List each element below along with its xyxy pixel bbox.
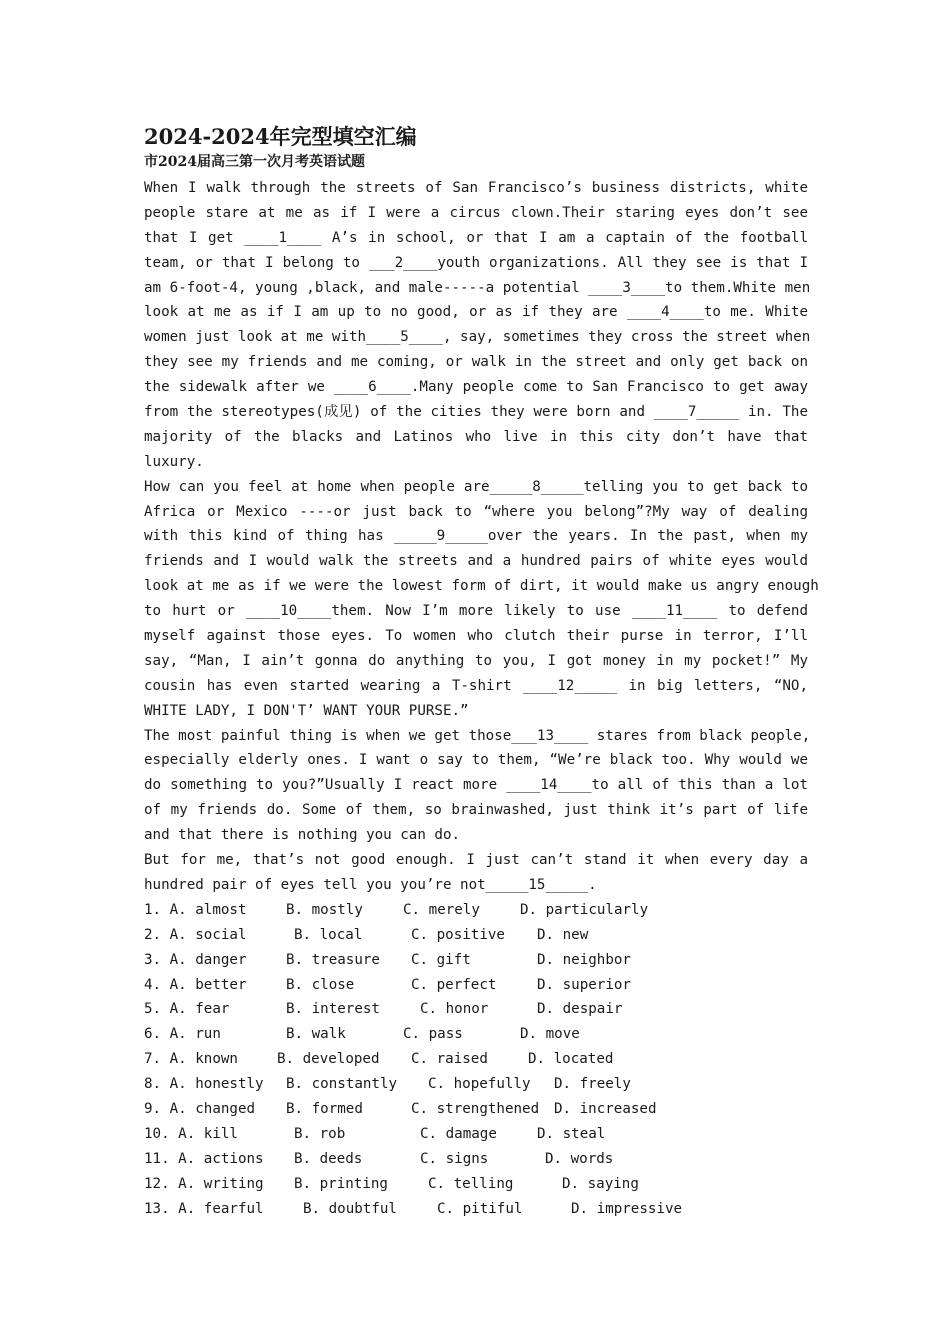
- text-line: luxury.: [144, 453, 204, 470]
- option-c: C. telling: [428, 1175, 514, 1192]
- text-line: that I get ____1____ A’s in school, or that I am a captain of the football: [144, 229, 808, 246]
- option-d: D. freely: [554, 1076, 631, 1093]
- question-number-option-a: 12. A. writing: [144, 1175, 264, 1192]
- text-line: myself against those eyes. To women who clutch their purse in terror, I’ll: [144, 628, 808, 645]
- answer-options: [144, 898, 808, 1222]
- text-line: they see my friends and me coming, or walk in the street and only get back on: [144, 354, 808, 371]
- option-b: B. printing: [294, 1175, 388, 1192]
- text-line: WHITE LADY, I DON'T’ WANT YOUR PURSE.”: [144, 702, 469, 719]
- text-line: am 6-foot-4, young ,black, and male-----a potential ____3____to them.White men: [144, 279, 811, 296]
- text-line: look at me as if we were the lowest form of dirt, it would make us angry enough: [144, 578, 819, 595]
- option-b: B. local: [294, 926, 363, 943]
- option-b: B. doubtful: [303, 1200, 397, 1217]
- question-number-option-a: 5. A. fear: [144, 1001, 230, 1018]
- question-row: [144, 1097, 808, 1122]
- question-number-option-a: 3. A. danger: [144, 951, 247, 968]
- question-number-option-a: 7. A. known: [144, 1051, 238, 1068]
- option-c: C. signs: [420, 1150, 489, 1167]
- text-line: But for me, that’s not good enough. I just can’t stand it when every day a: [144, 852, 808, 869]
- question-row: [144, 1172, 808, 1197]
- question-number-option-a: 1. A. almost: [144, 901, 247, 918]
- text-line: majority of the blacks and Latinos who live in this city don’t have that: [144, 428, 808, 445]
- option-d: D. saying: [562, 1175, 639, 1192]
- option-c: C. pitiful: [437, 1200, 523, 1217]
- option-d: D. steal: [537, 1125, 606, 1142]
- page-title: 2024-2024年完型填空汇编: [144, 124, 417, 149]
- option-d: D. new: [537, 926, 589, 943]
- question-row: [144, 1047, 808, 1072]
- option-b: B. mostly: [286, 901, 363, 918]
- text-line: say, “Man, I ain’t gonna do anything to you, I got money in my pocket!” My: [144, 652, 808, 669]
- question-row: [144, 948, 808, 973]
- option-b: B. treasure: [286, 951, 380, 968]
- text-line: from the stereotypes(成见) of the cities they were born and ____7_____ in. The: [144, 404, 808, 421]
- option-d: D. increased: [554, 1100, 657, 1117]
- question-number-option-a: 8. A. honestly: [144, 1076, 264, 1093]
- option-d: D. impressive: [571, 1200, 683, 1217]
- option-b: B. interest: [286, 1001, 380, 1018]
- option-b: B. walk: [286, 1026, 346, 1043]
- text-line: How can you feel at home when people are_____8_____telling you to get back to: [144, 478, 808, 495]
- option-b: B. formed: [286, 1100, 363, 1117]
- option-b: B. constantly: [286, 1076, 398, 1093]
- paragraph: [144, 724, 811, 848]
- text-line: team, or that I belong to ___2____youth organizations. All they see is that I: [144, 254, 808, 271]
- question-number-option-a: 10. A. kill: [144, 1125, 238, 1142]
- option-b: B. developed: [277, 1051, 380, 1068]
- option-c: C. pass: [403, 1026, 463, 1043]
- option-d: D. words: [545, 1150, 614, 1167]
- question-number-option-a: 2. A. social: [144, 926, 247, 943]
- option-d: D. neighbor: [537, 951, 631, 968]
- option-c: C. merely: [403, 901, 480, 918]
- option-b: B. deeds: [294, 1150, 363, 1167]
- question-row: [144, 1122, 808, 1147]
- question-number-option-a: 4. A. better: [144, 976, 247, 993]
- question-row: [144, 1197, 808, 1222]
- text-line: people stare at me as if I were a circus clown.Their staring eyes don’t see: [144, 204, 808, 221]
- exam-subtitle: 市2024届高三第一次月考英语试题: [144, 154, 365, 170]
- option-b: B. close: [286, 976, 355, 993]
- option-d: D. despair: [537, 1001, 623, 1018]
- text-line: do something to you?”Usually I react more ____14____to all of this than a lot: [144, 777, 808, 794]
- text-line: with this kind of thing has _____9_____over the years. In the past, when my: [144, 528, 808, 545]
- text-line: to hurt or ____10____them. Now I’m more likely to use ____11____ to defend: [144, 603, 808, 620]
- question-row: [144, 898, 808, 923]
- text-line: of my friends do. Some of them, so brainwashed, just think it’s part of life: [144, 802, 808, 819]
- question-row: [144, 973, 808, 998]
- option-d: D. superior: [537, 976, 631, 993]
- question-number-option-a: 13. A. fearful: [144, 1200, 264, 1217]
- question-number-option-a: 9. A. changed: [144, 1100, 256, 1117]
- text-line: women just look at me with____5____, say, sometimes they cross the street when: [144, 329, 811, 346]
- text-line: hundred pair of eyes tell you you’re not_____15_____.: [144, 876, 597, 893]
- text-line: friends and I would walk the streets and a hundred pairs of white eyes would: [144, 553, 808, 570]
- option-d: D. located: [528, 1051, 614, 1068]
- question-row: [144, 997, 808, 1022]
- text-line: The most painful thing is when we get those___13____ stares from black people,: [144, 727, 811, 744]
- paragraph: [144, 475, 819, 724]
- text-line: and that there is nothing you can do.: [144, 827, 461, 844]
- text-line: cousin has even started wearing a T-shirt ____12_____ in big letters, “NO,: [144, 677, 808, 694]
- passage: [144, 176, 819, 898]
- option-c: C. gift: [411, 951, 471, 968]
- option-d: D. move: [520, 1026, 580, 1043]
- option-c: C. raised: [411, 1051, 488, 1068]
- question-row: [144, 1022, 808, 1047]
- option-d: D. particularly: [520, 901, 649, 918]
- text-line: especially elderly ones. I want o say to them, “We’re black too. Why would we: [144, 752, 808, 769]
- option-c: C. damage: [420, 1125, 497, 1142]
- paragraph: [144, 176, 811, 475]
- question-row: [144, 1147, 808, 1172]
- text-line: the sidewalk after we ____6____.Many people come to San Francisco to get away: [144, 379, 808, 396]
- text-line: look at me as if I am up to no good, or as if they are ____4____to me. White: [144, 304, 808, 321]
- question-row: [144, 1072, 808, 1097]
- question-number-option-a: 11. A. actions: [144, 1150, 264, 1167]
- paragraph: [144, 848, 808, 898]
- option-c: C. strengthened: [411, 1100, 540, 1117]
- text-line: When I walk through the streets of San Francisco’s business districts, white: [144, 180, 808, 196]
- question-row: [144, 923, 808, 948]
- option-c: C. honor: [420, 1001, 489, 1018]
- document-page: [144, 122, 819, 1221]
- option-b: B. rob: [294, 1125, 346, 1142]
- option-c: C. perfect: [411, 976, 497, 993]
- option-c: C. hopefully: [428, 1076, 531, 1093]
- question-number-option-a: 6. A. run: [144, 1026, 221, 1043]
- option-c: C. positive: [411, 926, 505, 943]
- text-line: Africa or Mexico ----or just back to “where you belong”?My way of dealing: [144, 503, 808, 520]
